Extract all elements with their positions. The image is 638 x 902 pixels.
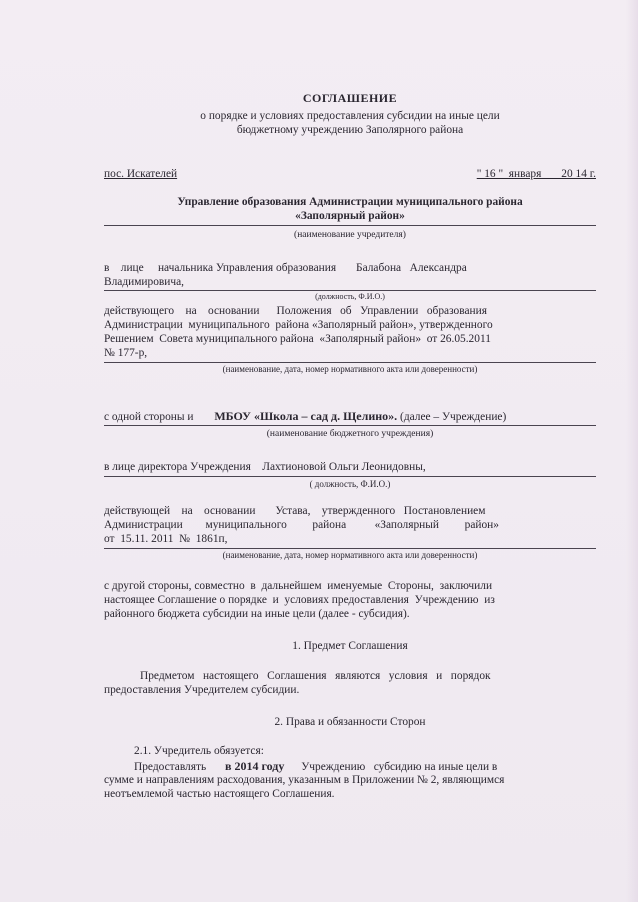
document-title: СОГЛАШЕНИЕ bbox=[302, 91, 398, 105]
section2-p-year: в 2014 году bbox=[225, 759, 285, 773]
person-line2: Владимировича, bbox=[104, 276, 185, 288]
basis2-line1: действующей на основании Устава, утвержденного Постановлением bbox=[104, 505, 486, 517]
institution-underline bbox=[104, 425, 596, 426]
basis1-line2: Администрации муниципального района «Заполярный район», утвержденного bbox=[104, 319, 493, 331]
founder-name-line2: «Заполярный район» bbox=[295, 210, 405, 222]
section1-line2: предоставления Учредителем субсидии. bbox=[104, 684, 300, 696]
section2-paragraph-line3: неотъемлемой частью настоящего Соглашения. bbox=[104, 788, 335, 800]
founder-underline bbox=[104, 225, 596, 226]
section2-paragraph-line2: сумме и направлениям расходования, указанным в Приложении № 2, являющимся bbox=[104, 774, 505, 786]
institution-suffix: (далее – Учреждение) bbox=[400, 411, 507, 423]
founder-name-line1: Управление образования Администрации муниципального района bbox=[177, 196, 523, 208]
basis1-line3: Решением Совета муниципального района «Заполярный район» от 26.05.2011 bbox=[104, 333, 491, 345]
basis1-line1: действующего на основании Положения об Управлении образования bbox=[104, 305, 487, 317]
section2-p-rest: Учреждению субсидию на иные цели в bbox=[301, 761, 498, 773]
document-subtitle-line1: о порядке и условиях предоставления субсидии на иные цели bbox=[200, 110, 500, 122]
director-hint: ( должность, Ф.И.О.) bbox=[309, 479, 391, 489]
institution-hint: (наименование бюджетного учреждения) bbox=[266, 429, 434, 439]
institution-prefix: с одной стороны и bbox=[104, 411, 194, 423]
basis2-hint: (наименование, дата, номер нормативного акта или доверенности) bbox=[222, 550, 478, 560]
basis1-underline bbox=[104, 362, 596, 363]
person-hint: (должность, Ф.И.О.) bbox=[315, 292, 385, 301]
parties-line3: районного бюджета субсидии на иные цели (далее - субсидия). bbox=[104, 608, 410, 620]
section2-p-start: Предоставлять bbox=[134, 761, 207, 773]
section2-paragraph-line1 bbox=[104, 760, 596, 775]
basis2-line3: от 15.11. 2011 № 1861п, bbox=[104, 533, 228, 545]
section2-heading: 2. Права и обязанности Сторон bbox=[274, 716, 426, 728]
place-text: пос. Искателей bbox=[104, 168, 178, 180]
basis1-line4: № 177-р, bbox=[104, 347, 148, 359]
director-line: в лице директора Учреждения Лахтионовой Ольги Леонидовны, bbox=[104, 461, 426, 473]
founder-hint: (наименование учредителя) bbox=[294, 230, 406, 240]
section1-line1: Предметом настоящего Соглашения являются условия и порядок bbox=[140, 670, 491, 682]
director-underline bbox=[104, 476, 596, 477]
institution-name: МБОУ «Школа – сад д. Щелино». bbox=[214, 409, 398, 423]
document-subtitle-line2: бюджетному учреждению Заполярного района bbox=[236, 124, 464, 136]
parties-line1: с другой стороны, совместно в дальнейшем именуемые Стороны, заключили bbox=[104, 580, 493, 592]
parties-line2: настоящее Соглашение о порядке и условиях предоставления Учреждению из bbox=[104, 594, 495, 606]
page-edge-shadow bbox=[626, 0, 638, 902]
basis2-line2: Администрации муниципального района «Заполярный район» bbox=[104, 519, 499, 531]
section1-heading: 1. Предмет Соглашения bbox=[292, 640, 408, 652]
person-line1: в лице начальника Управления образования Балабона Александра bbox=[104, 262, 467, 274]
date-text: " 16 " января 20 14 г. bbox=[476, 168, 596, 180]
basis2-underline bbox=[104, 548, 596, 549]
basis1-hint: (наименование, дата, номер нормативного акта или доверенности) bbox=[222, 364, 478, 374]
section2-item: 2.1. Учредитель обязуется: bbox=[134, 745, 264, 757]
place-date-row bbox=[104, 168, 596, 182]
institution-line bbox=[104, 410, 596, 425]
person-underline bbox=[104, 290, 596, 291]
